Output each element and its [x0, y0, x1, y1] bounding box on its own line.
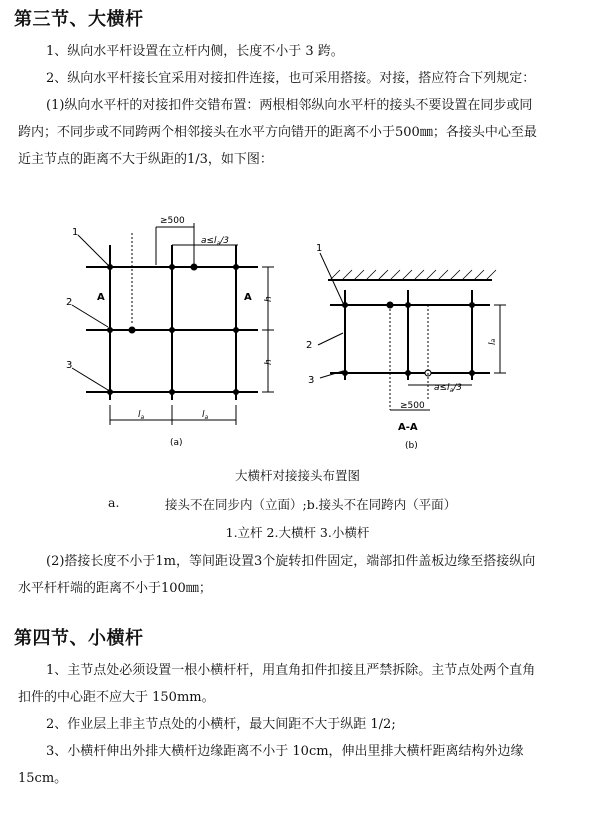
- fig-a-dim-a: a≤l: [201, 236, 217, 246]
- figure-caption-legend: 1.立杆 2.大横杆 3.小横杆: [225, 525, 370, 540]
- fig-a-dim-h2: h: [264, 359, 274, 365]
- text-line: 1、主节点处必须设置一根小横杆杆，用直角扣件扣接且严禁拆除。主节点处两个直角: [46, 663, 536, 678]
- text-line: (1)纵向水平杆的对接扣件交错布置：两根相邻纵向水平杆的接头不要设置在同步或同: [46, 98, 533, 113]
- fig-a-label-A-right: A: [244, 292, 252, 303]
- text-line: 2、纵向水平杆接长宜采用对接扣件连接，也可采用搭接。对接，搭应符合下列规定：: [46, 71, 536, 86]
- fig-a-dim-a-tail: /3: [220, 236, 230, 246]
- svg-text:a≤la/3: [201, 236, 229, 247]
- fig-a-label-A-left: A: [97, 292, 105, 303]
- figure-caption-ab: 接头不在同步内（立面）;b.接头不在同跨内（平面）: [165, 497, 457, 512]
- text-line: 跨内；不同步或不同跨两个相邻接头在水平方向错开的距离不小于500㎜；各接头中心至最: [18, 125, 537, 140]
- paragraph: [18, 38, 583, 173]
- fig-b-dim-a: a≤l: [434, 383, 450, 393]
- fig-b-section-label: A-A: [398, 422, 418, 433]
- paragraph: [18, 657, 583, 792]
- fig-a-label-1: 1: [72, 227, 79, 238]
- fig-b-dim-a-tail: /3: [453, 383, 463, 393]
- svg-text:la: [488, 338, 498, 345]
- section4-title: 第四节、小横杆: [14, 628, 144, 649]
- svg-text:la: [138, 410, 145, 421]
- svg-text:a≤la/3: [434, 383, 462, 394]
- text-line: 水平杆杆端的距离不小于100㎜；: [18, 581, 212, 596]
- fig-a-dim-a-sub: a: [216, 240, 221, 247]
- fig-a-dim-500: ≥500: [160, 216, 185, 226]
- fig-b-label-1: 1: [316, 243, 323, 254]
- paragraph: [18, 548, 583, 602]
- fig-a-label-2: 2: [66, 297, 73, 308]
- fig-a-caption: (a): [170, 438, 183, 448]
- fig-a-dim-la1: l: [138, 410, 141, 420]
- text-line: 15cm。: [18, 771, 68, 786]
- figure-b-plan: [318, 253, 506, 410]
- fig-a-dim-h1: h: [264, 296, 274, 302]
- fig-b-dim-la-sub: a: [490, 338, 497, 343]
- fig-b-label-2: 2: [306, 340, 313, 351]
- figure-caption-a: a.: [108, 495, 120, 510]
- fig-b-dim-a-sub: a: [449, 387, 454, 394]
- section3-title: 第三节、大横杆: [14, 9, 144, 30]
- fig-b-label-3: 3: [308, 375, 315, 386]
- svg-text:la: [202, 410, 209, 421]
- figure-caption-title: 大横杆对接接头布置图: [234, 468, 360, 483]
- fig-a-dim-la-sub: a: [204, 414, 209, 421]
- fig-a-dim-la2: l: [202, 410, 205, 420]
- joint-layout-figure: [0, 205, 595, 460]
- text-line: (2)搭接长度不小于1m，等间距设置3个旋转扣件固定，端部扣件盖板边缘至搭接纵向: [46, 554, 536, 569]
- text-line: 2、作业层上非主节点处的小横杆，最大间距不大于纵距 1/2;: [46, 717, 396, 732]
- figure-a-elevation: [72, 223, 274, 425]
- text-line: 扣件的中心距不应大于 150mm。: [18, 690, 215, 705]
- fig-b-dim-la: l: [488, 342, 498, 345]
- text-line: 近主节点的距离不大于纵距的1/3，如下图：: [18, 152, 273, 167]
- fig-b-caption: (b): [405, 441, 418, 451]
- fig-b-dim-500: ≥500: [400, 401, 425, 411]
- fig-a-dim-la-sub: a: [140, 414, 145, 421]
- fig-a-label-3: 3: [66, 360, 73, 371]
- text-line: 1、纵向水平杆设置在立杆内侧，长度不小于 3 跨。: [46, 44, 344, 59]
- text-line: 3、小横杆伸出外排大横杆边缘距离不小于 10cm，伸出里排大横杆距离结构外边缘: [46, 744, 524, 759]
